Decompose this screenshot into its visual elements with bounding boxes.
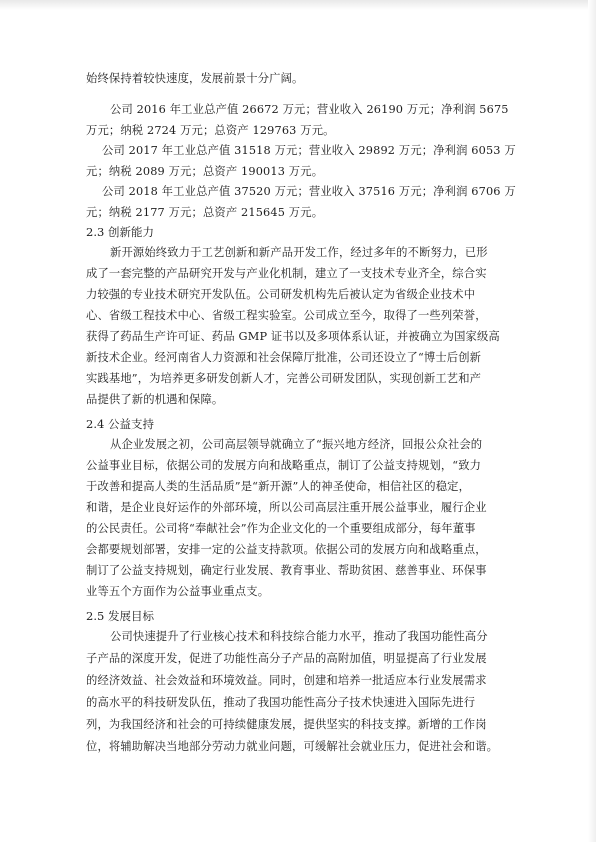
innovation-line: 力较强的专业技术研究开发队伍。公司研发机构先后被认定为省级企业技术中: [86, 288, 476, 301]
welfare-line: 和谐，是企业良好运作的外部环境，所以公司高层注重开展公益事业，履行企业: [86, 501, 487, 514]
goals-line: 子产品的深度开发，促进了功能性高分子产品的高附加值，明显提高了行业发展: [86, 652, 487, 665]
innovation-line: 实践基地”，为培养更多研发创新人才，完善公司研发团队，实现创新工艺和产: [86, 372, 482, 385]
intro-line: 始终保持着较快速度，发展前景十分广阔。: [86, 72, 304, 85]
section-heading-welfare: 2.4 公益支持: [86, 417, 154, 431]
innovation-line: 心、省级工程技术中心、省级工程实验室。公司成立至今，取得了一些列荣誉，: [86, 309, 487, 322]
welfare-line: 从企业发展之初，公司高层领导就确立了“振兴地方经济，回报公众社会的: [110, 438, 483, 451]
scan-shadow-right: [588, 0, 596, 842]
welfare-line: 公益事业目标，依据公司的发展方向和战略重点，制订了公益支持规划，“致力: [86, 459, 482, 472]
goals-line: 公司快速提升了行业核心技术和科技综合能力水平，推动了我国功能性高分: [110, 630, 488, 643]
goals-line: 的高水平的科技研发队伍，推动了我国功能性高分子技术快速进入国际先进行: [86, 696, 476, 709]
welfare-line: 制订了公益支持规划，确定行业发展、教育事业、帮助贫困、慈善事业、环保事: [86, 564, 487, 577]
finance-2017-line-2: 元；纳税 2089 万元；总资产 190013 万元。: [86, 165, 324, 178]
goals-line: 的经济效益、社会效益和环境效益。同时，创建和培养一批适应本行业发展需求: [86, 674, 487, 687]
innovation-line: 新技术企业。经河南省人力资源和社会保障厅批准，公司还设立了“博士后创新: [86, 351, 482, 364]
welfare-line: 业等五个方面作为公益事业重点支。: [86, 585, 270, 598]
scan-shadow-top: [0, 0, 596, 10]
welfare-line: 的公民责任。公司将“奉献社会”作为企业文化的一个重要组成部分，每年董事: [86, 522, 476, 535]
section-heading-goals: 2.5 发展目标: [86, 609, 154, 623]
innovation-line: 获得了药品生产许可证、药品 GMP 证书以及多项体系认证，并被确立为国家级高: [86, 330, 500, 343]
innovation-line: 品提供了新的机遇和保障。: [86, 393, 224, 406]
goals-line: 列，为我国经济和社会的可持续健康发展，提供坚实的科技支撑。新增的工作岗: [86, 718, 487, 731]
finance-2016-line-1: 公司 2016 年工业总产值 26672 万元；营业收入 26190 万元；净利润 5675: [110, 103, 509, 116]
goals-line: 位，将辅助解决当地部分劳动力就业问题，可缓解社会就业压力，促进社会和谐。: [86, 740, 499, 753]
welfare-line: 会都要规划部署，安排一定的公益支持款项。依据公司的发展方向和战略重点，: [86, 543, 487, 556]
section-heading-innovation: 2.3 创新能力: [86, 225, 154, 239]
innovation-line: 成了一套完整的产品研究开发与产业化机制，建立了一支技术专业齐全，综合实: [86, 267, 487, 280]
finance-2016-line-2: 万元；纳税 2724 万元；总资产 129763 万元。: [86, 124, 335, 137]
finance-2017-line-1: 公司 2017 年工业总产值 31518 万元；营业收入 29892 万元；净利润 6053 万: [102, 144, 516, 157]
finance-2018-line-1: 公司 2018 年工业总产值 37520 万元；营业收入 37516 万元；净利润 6706 万: [102, 185, 516, 198]
finance-2018-line-2: 元；纳税 2177 万元；总资产 215645 万元。: [86, 206, 324, 219]
welfare-line: 于改善和提高人类的生活品质”是“新开源”人的神圣使命，相信社区的稳定，: [86, 480, 471, 493]
innovation-line: 新开源始终致力于工艺创新和新产品开发工作，经过多年的不断努力，已形: [110, 246, 488, 259]
